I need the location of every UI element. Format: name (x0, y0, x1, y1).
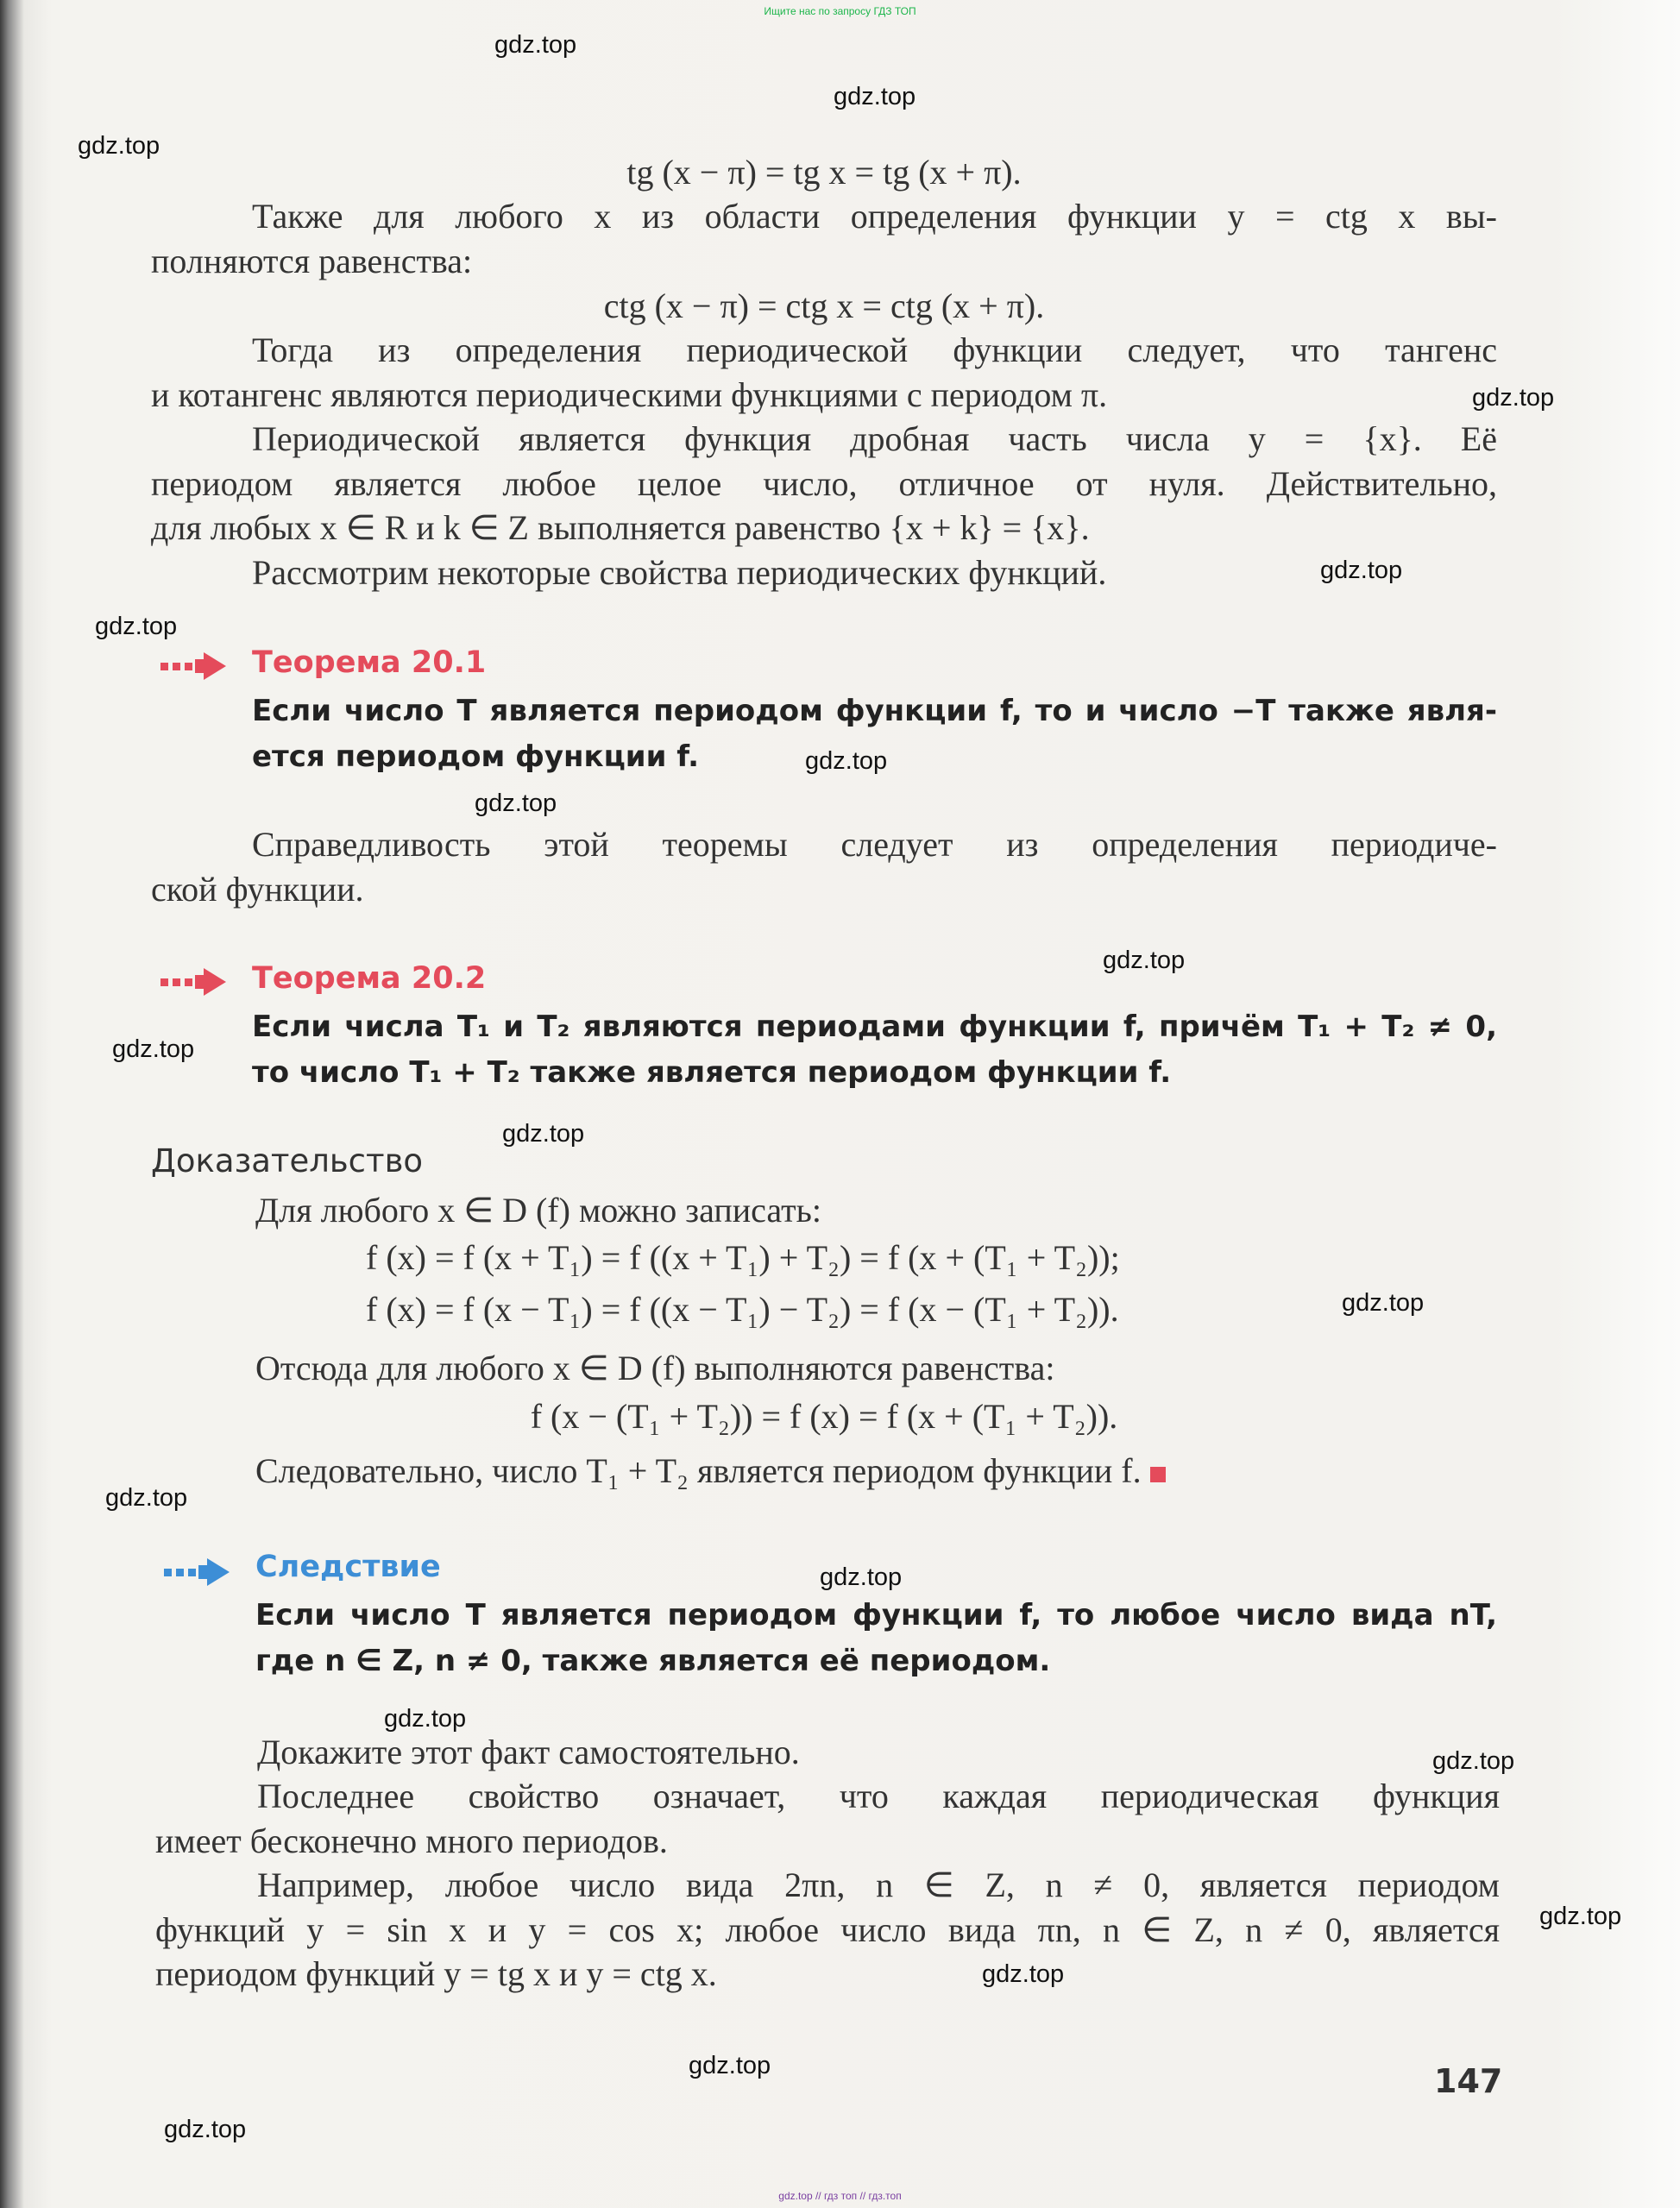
watermark: gdz.top (834, 83, 916, 110)
watermark: gdz.top (78, 132, 160, 160)
paragraph-line: Тогда из определения периодической функции следует, что тангенс (252, 330, 1497, 369)
formula-line: f (x − (T₁ + T₂)) = f (x) = f (x + (T₁ + T₂)). (530, 1397, 1118, 1436)
paragraph-line: Отсюда для любого x ∈ D (f) выполняются равенства: (255, 1349, 1055, 1387)
watermark: gdz.top (164, 2116, 247, 2143)
formula-ctg-period: ctg (x − π) = ctg x = ctg (x + π). (603, 286, 1045, 325)
paragraph-line: ской функции. (151, 870, 364, 909)
theorem-marker-icon (160, 647, 236, 685)
theorem-statement: ется периодом функции f. (252, 739, 700, 774)
formula-tg-period: tg (x − π) = tg x = tg (x + π). (626, 153, 1022, 192)
corollary-statement: Если число T является периодом функции f, то любое число вида nT, (255, 1598, 1497, 1632)
paragraph-line: для любых x ∈ R и k ∈ Z выполняется равенство {x + k} = {x}. (151, 508, 1090, 547)
paragraph-line: Следовательно, число T₁ + T₂ является периодом функции f. (255, 1451, 1142, 1490)
paragraph-line: Последнее свойство означает, что каждая периодическая функция (257, 1777, 1500, 1815)
watermark: gdz.top (1539, 1903, 1622, 1930)
paragraph-line: периодом является любое целое число, отличное от нуля. Действительно, (151, 464, 1497, 503)
watermark: gdz.top (1103, 947, 1186, 974)
watermark: gdz.top (982, 1960, 1065, 1988)
header-note: Ищите нас по запросу ГДЗ ТОП (764, 5, 916, 17)
watermark: gdz.top (502, 1120, 585, 1148)
paragraph-line: Докажите этот факт самостоятельно. (257, 1733, 800, 1771)
paragraph-line: Для любого x ∈ D (f) можно записать: (255, 1191, 821, 1230)
formula-line: f (x) = f (x − T₁) = f ((x − T₁) − T₂) = f (x − (T₁ + T₂)). (366, 1290, 1119, 1329)
watermark: gdz.top (112, 1035, 195, 1063)
paragraph-line: Периодической является функция дробная часть числа y = {x}. Её (252, 419, 1497, 458)
watermark: gdz.top (475, 789, 557, 817)
theorem-statement: Если числа T₁ и T₂ являются периодами функции f, причём T₁ + T₂ ≠ 0, (252, 1010, 1497, 1044)
formula-line: f (x) = f (x + T₁) = f ((x + T₁) + T₂) = f (x + (T₁ + T₂)); (366, 1238, 1120, 1277)
corollary-statement: где n ∈ Z, n ≠ 0, также является её периодом. (255, 1644, 1051, 1678)
paragraph-line: и котангенс являются периодическими функциями с периодом π. (151, 375, 1108, 414)
corollary-title: Следствие (255, 1550, 441, 1584)
paragraph-line: функций y = sin x и y = cos x; любое число вида πn, n ∈ Z, n ≠ 0, является (155, 1910, 1501, 1949)
watermark: gdz.top (820, 1563, 903, 1591)
watermark: gdz.top (805, 747, 888, 775)
paragraph-line: Например, любое число вида 2πn, n ∈ Z, n ≠ 0, является периодом (257, 1865, 1500, 1904)
page-number: 147 (1434, 2062, 1503, 2100)
theorem-statement: то число T₁ + T₂ также является периодом функции f. (252, 1055, 1172, 1090)
proof-heading: Доказательство (151, 1142, 424, 1179)
paragraph-line: периодом функций y = tg x и y = ctg x. (155, 1954, 717, 1993)
watermark: gdz.top (1320, 557, 1403, 584)
watermark: gdz.top (95, 613, 178, 640)
theorem-title: Теорема 20.1 (252, 645, 487, 680)
paragraph-line: Справедливость этой теоремы следует из определения периодиче- (252, 825, 1497, 864)
paragraph-line: Рассмотрим некоторые свойства периодических функций. (252, 553, 1107, 592)
paragraph-line: полняются равенства: (151, 242, 473, 280)
paragraph-line: Также для любого x из области определения функции y = ctg x вы- (252, 197, 1497, 236)
theorem-marker-icon (160, 963, 236, 1001)
corollary-marker-icon (164, 1553, 240, 1591)
paragraph-line: имеет бесконечно много периодов. (155, 1821, 668, 1860)
watermark: gdz.top (1342, 1289, 1425, 1317)
end-of-proof-icon (1150, 1467, 1166, 1482)
watermark: gdz.top (105, 1484, 188, 1512)
proof-conclusion (255, 1450, 1166, 1492)
watermark: gdz.top (494, 31, 577, 59)
footer-note: gdz.top // гдз топ // гдз.топ (778, 2190, 902, 2202)
watermark: gdz.top (1472, 384, 1555, 412)
watermark: gdz.top (689, 2052, 771, 2079)
theorem-statement: Если число T является периодом функции f, то и число −T также явля- (252, 694, 1497, 728)
watermark: gdz.top (384, 1705, 467, 1733)
watermark: gdz.top (1432, 1747, 1515, 1775)
theorem-title: Теорема 20.2 (252, 961, 487, 996)
